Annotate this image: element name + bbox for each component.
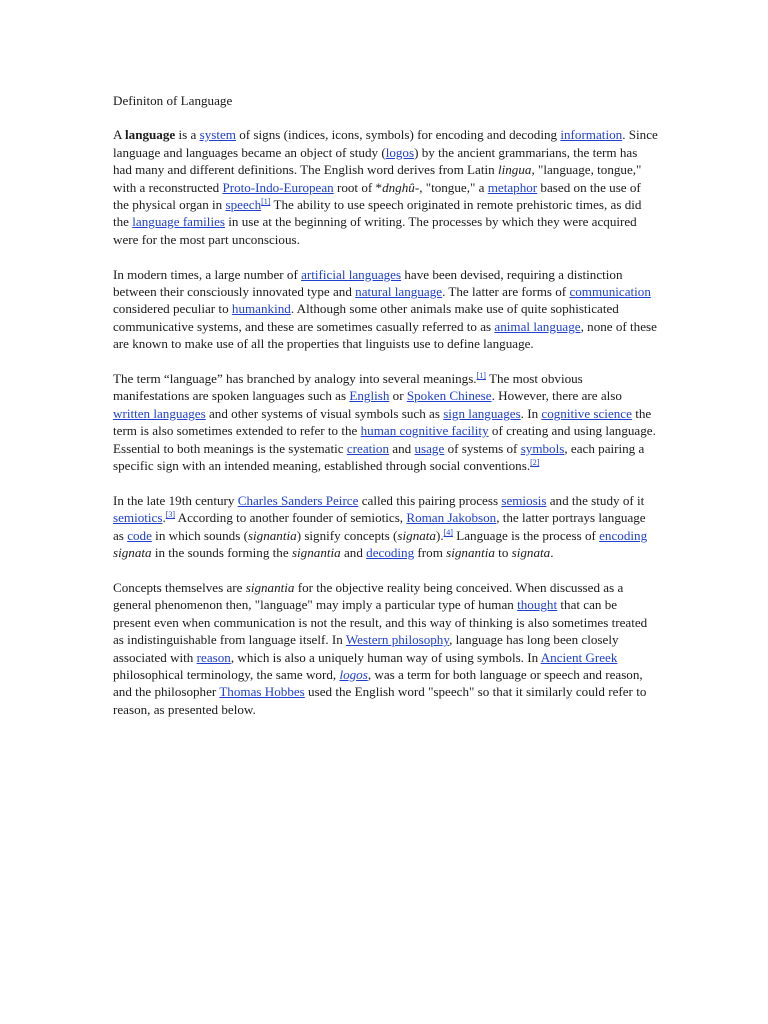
text-run: , language has long been closely associated with — [113, 632, 619, 665]
link-western-philosophy[interactable]: Western philosophy — [345, 632, 450, 648]
text-run: Concepts themselves are — [113, 579, 246, 595]
link-spoken-chinese[interactable]: Spoken Chinese — [406, 388, 492, 404]
link-information[interactable]: information — [560, 127, 623, 143]
italic-signantia: signantia — [291, 545, 341, 561]
text-run: is a — [175, 127, 200, 143]
document-body — [113, 92, 658, 736]
italic-signantia: signantia — [446, 545, 495, 561]
footnote-ref — [530, 458, 539, 467]
italic-signantia: signantia — [247, 527, 297, 543]
footnote-link-1[interactable]: [1] — [261, 197, 271, 207]
text-run: , none of these are known to make use of all the properties that linguists use to define language. — [113, 318, 657, 352]
text-run: from — [414, 545, 447, 561]
text-run: In modern times, a large number of — [113, 266, 302, 282]
link-metaphor[interactable]: metaphor — [487, 179, 538, 195]
italic-signata: signata — [511, 545, 551, 561]
text-run: Language is the process of — [452, 527, 600, 543]
paragraph-concepts — [113, 579, 658, 718]
paragraph-definition — [113, 126, 658, 248]
link-system[interactable]: system — [199, 127, 236, 143]
text-run: called this pairing process — [358, 492, 502, 508]
text-run: for the objective reality being conceived. When discussed as a general phenomenon then, "language" may imply a particular type of human — [113, 579, 624, 613]
footnote-ref — [166, 510, 175, 519]
link-artificial-languages[interactable]: artificial languages — [301, 266, 402, 282]
paragraph-semiotics — [113, 492, 658, 562]
text-run: , each pairing a specific sign with an intended meaning, established through social conventions. — [113, 440, 645, 474]
text-run: used the English word "speech" so that it similarly could refer to reason, as presented below. — [113, 684, 647, 717]
text-run: The ability to use speech originated in remote prehistoric times, as did the — [113, 197, 642, 230]
text-run: . — [550, 545, 554, 561]
footnote-link-2[interactable]: [2] — [530, 458, 540, 468]
link-humankind[interactable]: humankind — [231, 301, 291, 317]
text-run: The term “language” has branched by analogy into several meanings. — [113, 371, 477, 387]
italic-logos: logos — [339, 666, 368, 682]
text-run: ). — [435, 527, 444, 543]
text-run: considered peculiar to — [113, 301, 232, 317]
footnote-link-3[interactable]: [3] — [165, 510, 176, 520]
link-usage[interactable]: usage — [414, 440, 445, 456]
link-ancient-greek[interactable]: Ancient Greek — [540, 649, 618, 665]
link-human-cognitive-facility[interactable]: human cognitive facility — [360, 423, 489, 439]
link-roman-jakobson[interactable]: Roman Jakobson — [406, 510, 497, 526]
text-run: . However, there are also — [491, 388, 622, 404]
link-decoding[interactable]: decoding — [366, 545, 415, 561]
link-cognitive-science[interactable]: cognitive science — [541, 405, 632, 421]
paragraph-modern-times — [113, 266, 658, 353]
text-run: ) signify concepts ( — [296, 527, 398, 543]
text-run: and — [389, 440, 415, 456]
link-written-languages[interactable]: written languages — [113, 405, 206, 421]
text-run: . Although some other animals make use of quite sophisticated communicative systems, and these are sometimes casually referred to as — [113, 301, 619, 334]
italic-dnghu: dnghû- — [382, 179, 420, 195]
text-run: , "tongue," a — [419, 179, 488, 195]
footnote-link-4[interactable]: [4] — [443, 527, 453, 537]
text-run: root of * — [333, 179, 383, 195]
text-run: . In — [520, 405, 542, 421]
text-run: in the sounds forming the — [151, 545, 292, 561]
link-semiosis[interactable]: semiosis — [501, 492, 547, 508]
text-run: in use at the beginning of writing. The processes by which they were acquired were for the most part unconscious. — [113, 214, 637, 247]
footnote-ref — [477, 371, 486, 380]
link-semiotics[interactable]: semiotics — [113, 510, 163, 526]
text-run: of systems of — [444, 440, 521, 456]
italic-signata: signata — [397, 527, 436, 543]
link-encoding[interactable]: encoding — [599, 527, 648, 543]
link-proto-indo-european[interactable]: Proto-Indo-European — [222, 179, 334, 195]
link-symbols[interactable]: symbols — [520, 440, 565, 456]
link-communication[interactable]: communication — [569, 284, 651, 300]
text-run: The most obvious manifestations are spoken languages such as — [113, 371, 583, 404]
text-run: and — [340, 545, 367, 561]
link-code[interactable]: code — [127, 527, 152, 543]
text-run: have been devised, requiring a distinction between their consciously innovated type and — [113, 266, 623, 300]
text-run: . — [162, 510, 166, 526]
link-charles-sanders-peirce[interactable]: Charles Sanders Peirce — [237, 492, 359, 508]
link-thought[interactable]: thought — [517, 597, 558, 613]
text-run: of creating and using language. Essential to both meanings is the systematic — [113, 423, 656, 456]
text-run: philosophical terminology, the same word, — [113, 666, 340, 682]
text-run: . Since language and languages became an object of study ( — [113, 127, 658, 160]
link-animal-language[interactable]: animal language — [494, 318, 581, 334]
text-run: , was a term for both language or speech and reason, and the philosopher — [113, 666, 643, 700]
link-speech[interactable]: speech — [225, 197, 262, 213]
bold-term-language: language — [125, 127, 176, 143]
paragraph-meanings — [113, 370, 658, 474]
text-run: and other systems of visual symbols such as — [205, 405, 444, 421]
text-run: A — [113, 127, 126, 143]
text-run: based on the use of the physical organ in — [113, 179, 641, 213]
link-sign-languages[interactable]: sign languages — [443, 405, 521, 421]
footnote-ref — [444, 528, 453, 537]
text-run: , the latter portrays language as — [113, 510, 646, 543]
link-thomas-hobbes[interactable]: Thomas Hobbes — [219, 684, 305, 700]
italic-signantia: signantia — [245, 579, 295, 595]
link-language-families[interactable]: language families — [132, 214, 225, 230]
text-run: and the study of it — [546, 492, 645, 508]
link-natural-language[interactable]: natural language — [355, 284, 443, 300]
footnote-link-1[interactable]: [1] — [476, 371, 486, 381]
italic-lingua: lingua — [497, 162, 532, 178]
link-logos[interactable]: logos — [385, 144, 415, 160]
link-reason[interactable]: reason — [196, 649, 231, 665]
document-title: Definiton of Language — [113, 93, 233, 108]
text-run: of signs (indices, icons, symbols) for encoding and decoding — [235, 127, 561, 143]
text-run: that can be present even when communication is not the result, and this way of thinking is also sometimes treated as indistinguishable from language itself. In — [113, 597, 648, 648]
text-run: , which is also a uniquely human way of using symbols. In — [230, 649, 541, 665]
text-run: According to another founder of semiotics, — [175, 510, 407, 526]
text-run: , "language, tongue," with a reconstructed — [113, 162, 642, 195]
text-run: ) by the ancient grammarians, the term has had many and different definitions. The English word derives from Latin — [113, 144, 638, 178]
text-run: in which sounds ( — [151, 527, 248, 543]
text-run: to — [494, 545, 512, 561]
italic-signata: signata — [113, 545, 152, 561]
link-creation[interactable]: creation — [346, 440, 390, 456]
text-run: In the late 19th century — [113, 492, 238, 508]
text-run: the term is also sometimes extended to refer to the — [113, 405, 652, 439]
link-logos-italic[interactable] — [339, 667, 367, 682]
text-run: . The latter are forms of — [442, 284, 570, 300]
text-run: or — [389, 388, 407, 404]
link-english[interactable]: English — [349, 388, 390, 404]
